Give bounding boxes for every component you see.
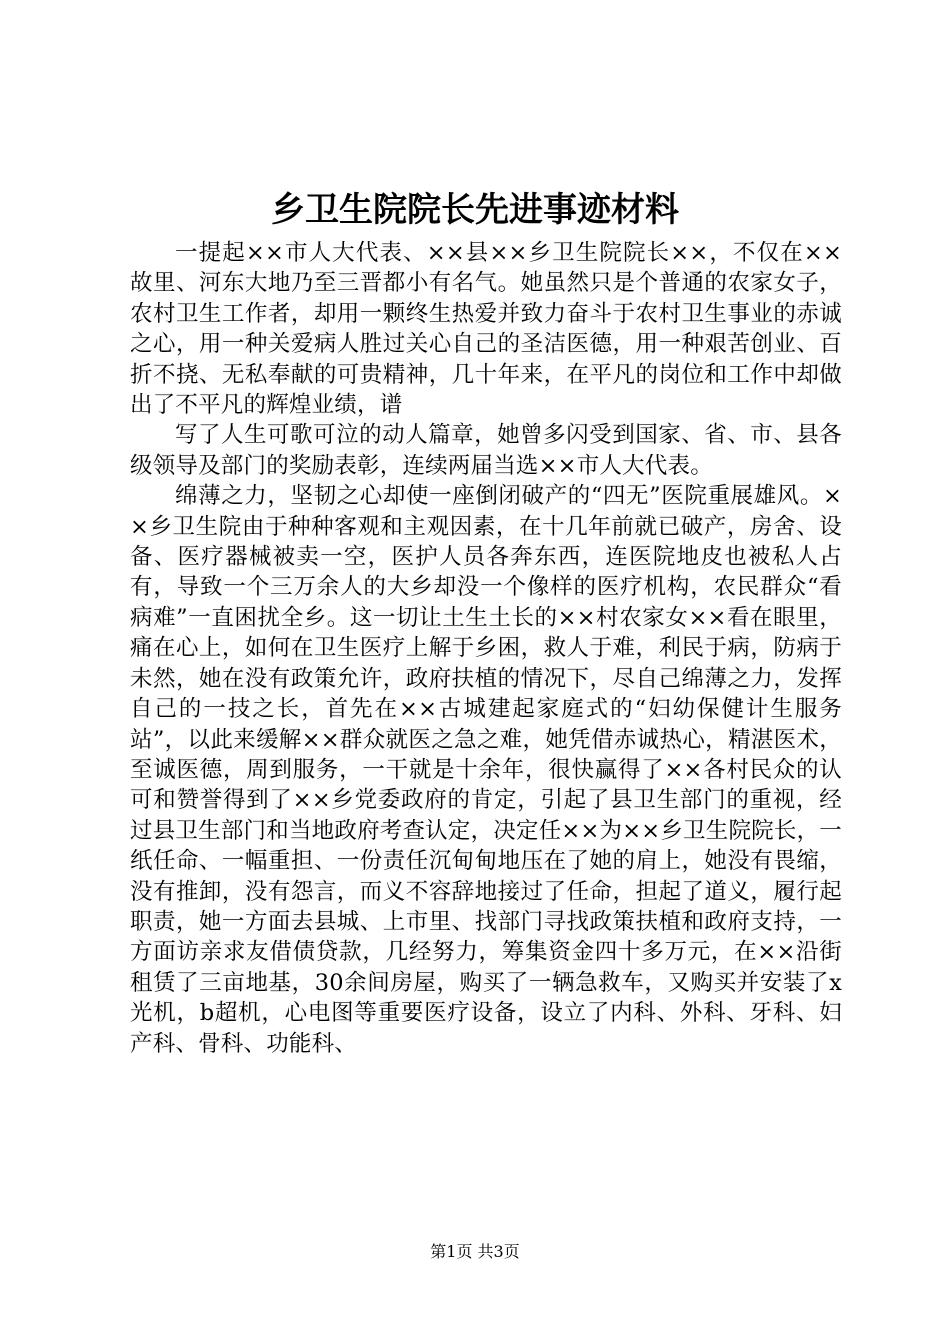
page-number-label: 第1页 共3页: [430, 1242, 520, 1261]
paragraph: 写了人生可歌可泣的动人篇章，她曾多闪受到国家、省、市、县各级领导及部门的奖励表彰，连续两届当选××市人大代表。: [130, 422, 842, 479]
paragraph: 一提起××市人大代表、××县××乡卫生院院长××，不仅在××故里、河东大地乃至三晋都小有名气。她虽然只是个普通的农家女子，农村卫生工作者，却用一颗终生热爱并致力奋斗于农村卫生事业的赤诚之心，用一种关爱病人胜过关心自己的圣洁医德，用一种艰苦创业、百折不挠、无私奉献的可贵精神，几十年来，在平凡的岗位和工作中却做出了不平凡的辉煌业绩，谱: [130, 240, 842, 419]
document-title: 乡卫生院院长先进事迹材料: [271, 190, 679, 230]
document-body: [130, 238, 842, 1059]
paragraph: 绵薄之力，坚韧之心却使一座倒闭破产的“四无”医院重展雄风。××乡卫生院由于种种客观和主观因素，在十几年前就已破产，房舍、设备、医疗器械被卖一空，医护人员各奔东西，连医院地皮也被私人占有，导致一个三万余人的大乡却没一个像样的医疗机构，农民群众“看病难”一直困扰全乡。这一切让土生土长的××村农家女××看在眼里，痛在心上，如何在卫生医疗上解于乡困，救人于难，利民于病，防病于未然，她在没有政策允许，政府扶植的情况下，尽自己绵薄之力，发挥自己的一技之长，首先在××古城建起家庭式的“妇幼保健计生服务站”，以此来缓解××群众就医之急之难，她凭借赤诚热心，精湛医术，至诚医德，周到服务，一干就是十余年，很快赢得了××各村民众的认可和赞誉得到了××乡党委政府的肯定，引起了县卫生部门的重视，经过县卫生部门和当地政府考查认定，决定任××为××乡卫生院院长，一纸任命、一幅重担、一份责任沉甸甸地压在了她的肩上，她没有畏缩，没有推卸，没有怨言，而义不容辞地接过了任命，担起了道义，履行起职责，她一方面去县城、上市里、找部门寻找政策扶植和政府支持，一方面访亲求友借债贷款，几经努力，筹集资金四十多万元，在××沿街租赁了三亩地基，30余间房屋，购买了一辆急救车，又购买并安装了x光机，b超机，心电图等重要医疗设备，设立了内科、外科、牙科、妇产科、骨科、功能科、: [130, 483, 842, 1057]
page-footer: [0, 1241, 950, 1263]
